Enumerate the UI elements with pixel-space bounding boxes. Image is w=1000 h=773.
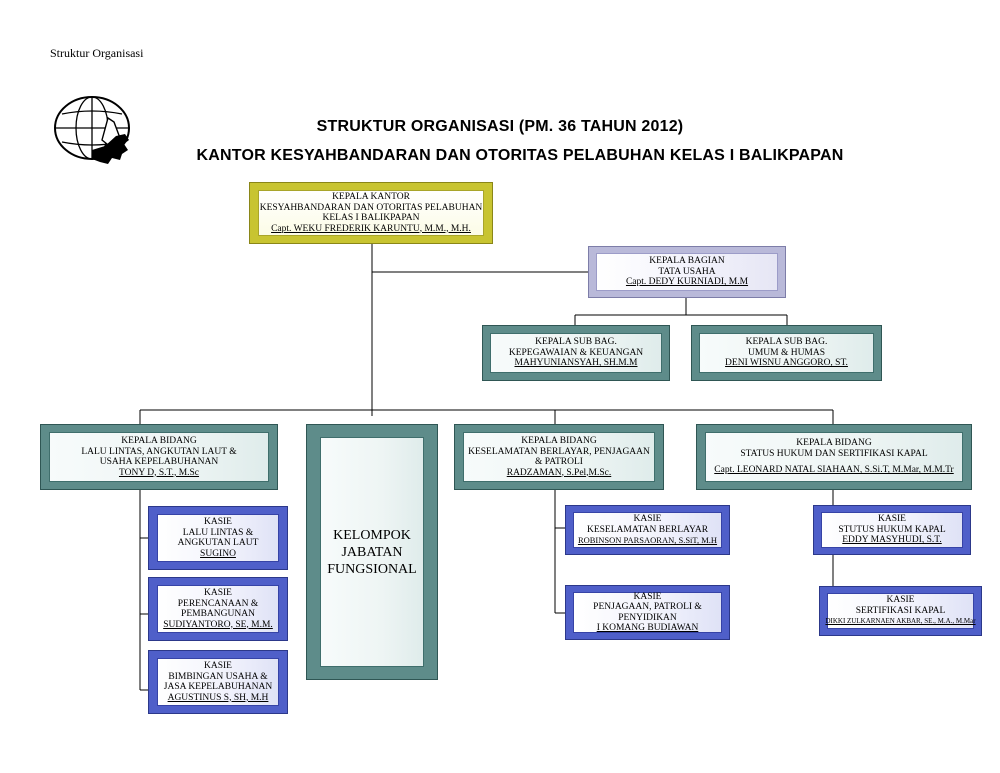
chart-subtitle: KANTOR KESYAHBANDARAN DAN OTORITAS PELABUHAN KELAS I BALIKPAPAN bbox=[196, 147, 844, 164]
node-kasie-status-hukum-kapal bbox=[813, 505, 971, 555]
node-title: KASIE bbox=[204, 517, 232, 527]
node-title: KASIE bbox=[204, 661, 232, 671]
node-title: KASIE bbox=[878, 514, 906, 525]
node-person: ROBINSON PARSAORAN, S.SiT, M.H bbox=[577, 535, 718, 546]
node-person: DIKKI ZULKARNAEN AKBAR, SE., M.A., M.Mar bbox=[825, 617, 976, 626]
node-title: KEPALA BIDANG bbox=[796, 438, 872, 449]
node-subbag-kepegawaian-keuangan bbox=[482, 325, 670, 381]
node-unit: KESELAMATAN BERLAYAR bbox=[586, 524, 709, 535]
node-title: KASIE bbox=[204, 588, 232, 598]
node-title: KEPALA SUB BAG. bbox=[745, 337, 828, 348]
node-title: KASIE bbox=[886, 595, 915, 606]
node-unit: LALU LINTAS & bbox=[182, 527, 254, 538]
node-person: TONY D, S.T., M.Sc bbox=[118, 467, 200, 478]
node-person: DENI WISNU ANGGORO, ST. bbox=[725, 358, 848, 369]
node-title: KASIE bbox=[633, 591, 662, 602]
node-kasie-penjagaan-patroli bbox=[565, 585, 730, 640]
node-unit-cont: PENYIDIKAN bbox=[618, 612, 677, 623]
node-title: KEPALA BIDANG bbox=[121, 436, 197, 446]
node-unit: KEPEGAWAIAN & KEUANGAN bbox=[508, 347, 644, 358]
node-kasie-lalu-lintas bbox=[148, 506, 288, 570]
node-unit: KESELAMATAN BERLAYAR, PENJAGAAN bbox=[468, 446, 650, 457]
node-title-cont: JABATAN bbox=[341, 544, 403, 560]
node-unit: LALU LINTAS, ANGKUTAN LAUT & bbox=[81, 446, 237, 457]
node-unit: TATA USAHA bbox=[658, 266, 716, 277]
chart-title: STRUKTUR ORGANISASI (PM. 36 TAHUN 2012) bbox=[316, 118, 684, 135]
node-unit: SERTIFIKASI KAPAL bbox=[855, 605, 946, 616]
node-title: KASIE bbox=[633, 514, 662, 525]
node-kasie-sertifikasi-kapal bbox=[819, 586, 982, 636]
node-unit-cont: JASA KEPELABUHANAN bbox=[163, 682, 273, 692]
node-kepala-bagian-tata-usaha bbox=[588, 246, 786, 298]
node-person: Capt. WEKU FREDERIK KARUNTU, M.M., M.H. bbox=[271, 223, 471, 234]
node-title-cont2: FUNGSIONAL bbox=[327, 561, 417, 577]
document-label: Struktur Organisasi bbox=[50, 46, 144, 60]
node-unit: KESYAHBANDARAN DAN OTORITAS PELABUHAN bbox=[259, 202, 483, 213]
node-unit-cont: USAHA KEPELABUHANAN bbox=[99, 457, 219, 467]
node-title: KEPALA SUB BAG. bbox=[535, 337, 617, 348]
node-unit-cont: PEMBANGUNAN bbox=[181, 609, 255, 619]
node-unit-cont: KELAS I BALIKPAPAN bbox=[322, 213, 420, 223]
node-unit: PENJAGAAN, PATROLI & bbox=[593, 602, 702, 612]
node-unit: STUTUS HUKUM KAPAL bbox=[838, 524, 946, 535]
node-person: SUDIYANTORO, SE, M.M. bbox=[163, 619, 273, 630]
node-unit: UMUM & HUMAS bbox=[747, 347, 826, 358]
node-unit: BIMBINGAN USAHA & bbox=[168, 671, 268, 682]
node-kasie-keselamatan-berlayar bbox=[565, 505, 730, 555]
node-unit-cont: & PATROLI bbox=[535, 457, 583, 467]
node-bidang-status-hukum bbox=[696, 424, 972, 490]
node-person: AGUSTINUS S, SH, M.H bbox=[167, 692, 269, 703]
node-person: RADZAMAN, S.Pel,M.Sc. bbox=[506, 467, 612, 478]
node-title: KELOMPOK bbox=[333, 527, 411, 543]
node-title: KEPALA BAGIAN bbox=[649, 256, 725, 267]
node-title: KEPALA KANTOR bbox=[332, 192, 410, 202]
node-person: MAHYUNIANSYAH, SH.M.M bbox=[514, 358, 638, 369]
node-bidang-lalu-lintas bbox=[40, 424, 278, 490]
node-unit-cont: ANGKUTAN LAUT bbox=[177, 538, 259, 548]
node-kepala-kantor bbox=[249, 182, 493, 244]
node-person: SUGINO bbox=[200, 548, 236, 559]
node-person: I KOMANG BUDIAWAN bbox=[596, 623, 699, 633]
node-kelompok-jabatan-fungsional bbox=[306, 424, 438, 680]
node-title: KEPALA BIDANG bbox=[521, 436, 597, 446]
node-person: EDDY MASYHUDI, S.T. bbox=[842, 535, 942, 546]
node-kasie-bimbingan-usaha bbox=[148, 650, 288, 714]
node-unit: PERENCANAAN & bbox=[177, 598, 259, 609]
node-kasie-perencanaan bbox=[148, 577, 288, 641]
node-unit: STATUS HUKUM DAN SERTIFIKASI KAPAL bbox=[740, 448, 928, 459]
node-subbag-umum-humas bbox=[691, 325, 882, 381]
node-person: Capt. LEONARD NATAL SIAHAAN, S.Si.T, M.Mar, M.M.Tr bbox=[714, 465, 954, 476]
node-bidang-keselamatan bbox=[454, 424, 664, 490]
node-person: Capt. DEDY KURNIADI, M.M bbox=[625, 277, 749, 288]
